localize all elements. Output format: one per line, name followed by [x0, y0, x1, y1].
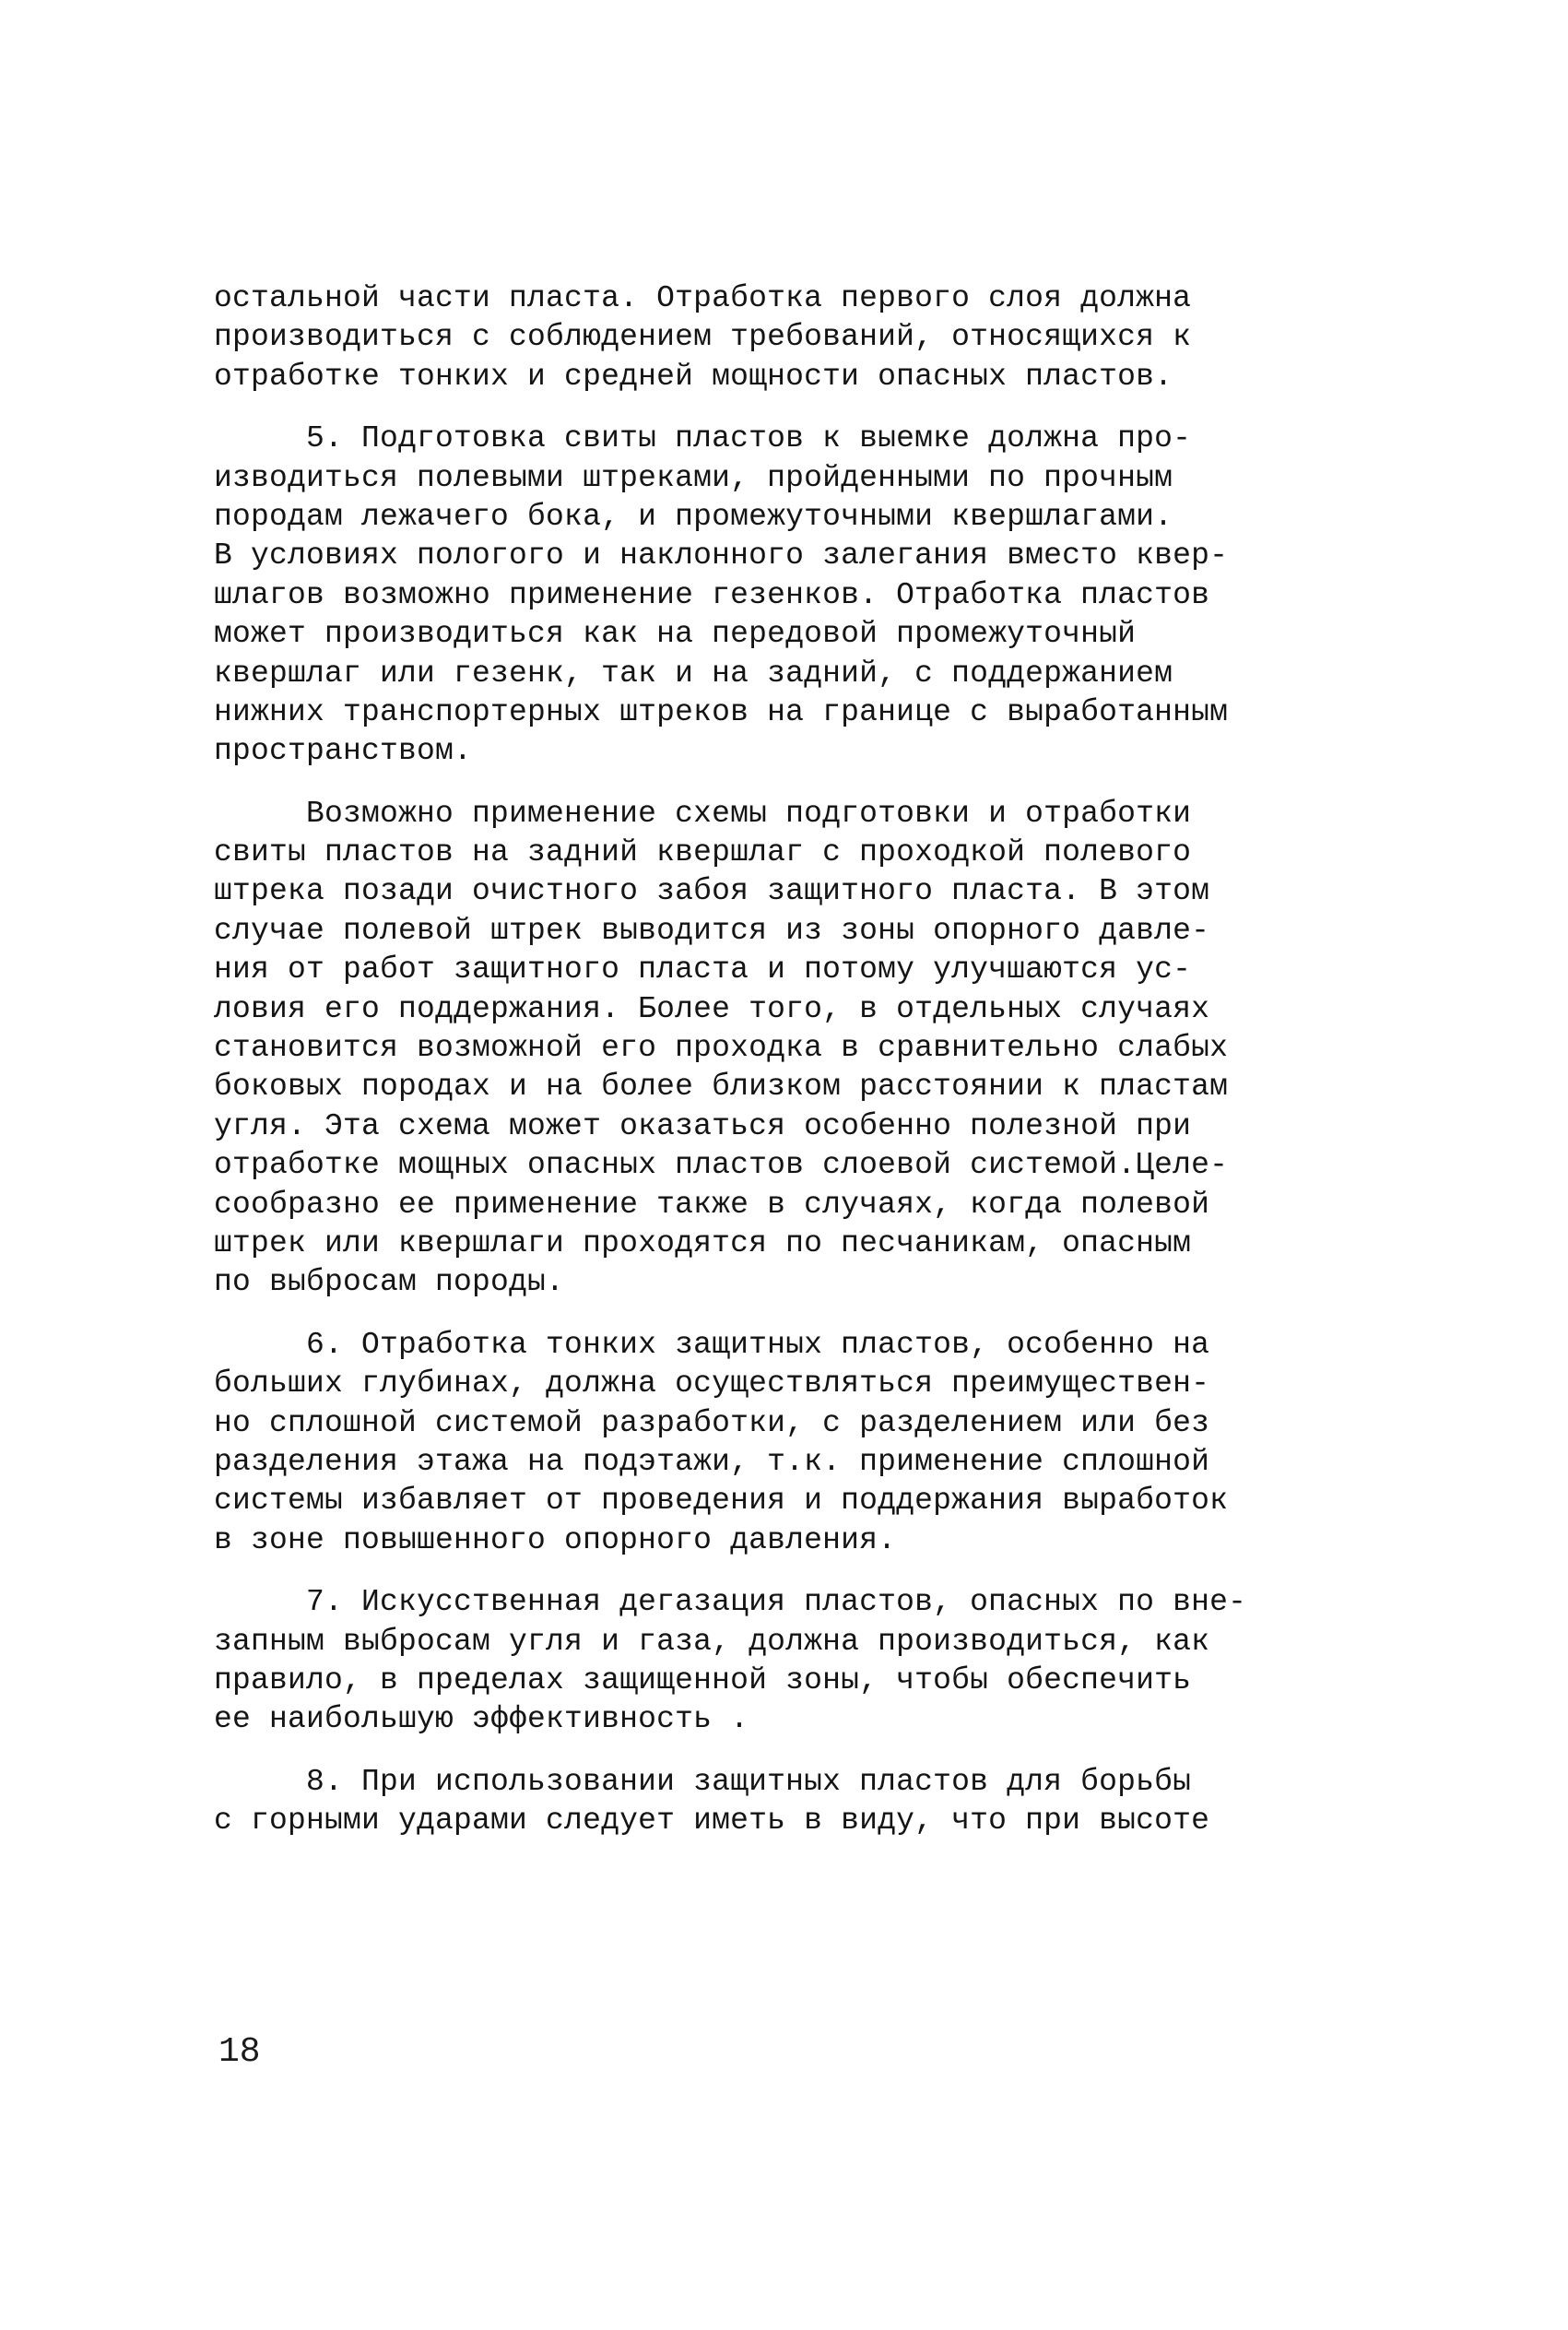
- text-line: ловия его поддержания. Более того, в отдельных случаях: [214, 991, 1210, 1026]
- text-line: в зоне повышенного опорного давления.: [214, 1522, 897, 1557]
- text-line: ния от работ защитного пласта и потому улучшаются ус-: [214, 952, 1192, 988]
- text-line: 8. При использовании защитных пластов для борьбы: [214, 1764, 1192, 1799]
- paragraph: [214, 795, 1435, 1303]
- text-line: с горными ударами следует иметь в виду, что при высоте: [214, 1804, 1210, 1839]
- text-line: нижних транспортерных штреков на границе с выработанным: [214, 694, 1229, 729]
- text-line: отработке тонких и средней мощности опасных пластов.: [214, 359, 1173, 394]
- text-line: угля. Эта схема может оказаться особенно полезной при: [214, 1108, 1192, 1143]
- text-line: штрек или квершлаги проходятся по песчаникам, опасным: [214, 1225, 1192, 1260]
- text-line: остальной части пласта. Отработка первого слоя должна: [214, 281, 1192, 315]
- text-line: разделения этажа на подэтажи, т.к. применение сплошной: [214, 1444, 1210, 1479]
- text-line: штрека позади очистного забоя защитного пласта. В этом: [214, 874, 1210, 909]
- text-line: отработке мощных опасных пластов слоевой системой.Целе-: [214, 1148, 1229, 1183]
- text-line: пространством.: [214, 734, 473, 769]
- text-line: по выбросам породы.: [214, 1265, 565, 1300]
- text-line: квершлаг или гезенк, так и на задний, с поддержанием: [214, 656, 1173, 691]
- page-number: 18: [218, 2032, 261, 2072]
- paragraph: [214, 1583, 1435, 1740]
- text-line: больших глубинах, должна осуществляться преимуществен-: [214, 1366, 1210, 1402]
- text-line: но сплошной системой разработки, с разделением или без: [214, 1405, 1210, 1440]
- text-line: свиты пластов на задний квершлаг с проходкой полевого: [214, 835, 1192, 870]
- text-line: сообразно ее применение также в случаях, когда полевой: [214, 1187, 1210, 1222]
- text-line: Возможно применение схемы подготовки и отработки: [214, 796, 1192, 831]
- text-line: 5. Подготовка свиты пластов к выемке должна про-: [214, 421, 1192, 456]
- text-line: породам лежачего бока, и промежуточными квершлагами.: [214, 499, 1173, 534]
- text-line: ее наибольшую эффективность .: [214, 1702, 749, 1737]
- text-line: производиться с соблюдением требований, относящихся к: [214, 320, 1192, 355]
- text-line: случае полевой штрек выводится из зоны опорного давле-: [214, 913, 1210, 948]
- text-line: становится возможной его проходка в сравнительно слабых: [214, 1031, 1229, 1066]
- text-line: боковых породах и на более близком расстоянии к пластам: [214, 1070, 1229, 1105]
- text-line: изводиться полевыми штреками, пройденными по прочным: [214, 460, 1173, 495]
- body-text: [214, 279, 1435, 1863]
- text-line: может производиться как на передовой промежуточный: [214, 617, 1137, 652]
- text-line: В условиях пологого и наклонного залегания вместо квер-: [214, 538, 1229, 574]
- text-line: правило, в пределах защищенной зоны, чтобы обеспечить: [214, 1662, 1192, 1697]
- text-line: 6. Отработка тонких защитных пластов, особенно на: [214, 1327, 1210, 1362]
- paragraph: [214, 1326, 1435, 1560]
- text-line: 7. Искусственная дегазация пластов, опасных по вне-: [214, 1585, 1247, 1620]
- text-line: шлагов возможно применение гезенков. Отработка пластов: [214, 577, 1210, 612]
- text-line: системы избавляет от проведения и поддержания выработок: [214, 1484, 1229, 1519]
- text-line: запным выбросам угля и газа, должна производиться, как: [214, 1624, 1210, 1659]
- paragraph: [214, 279, 1435, 396]
- paragraph: [214, 1763, 1435, 1841]
- paragraph: [214, 420, 1435, 772]
